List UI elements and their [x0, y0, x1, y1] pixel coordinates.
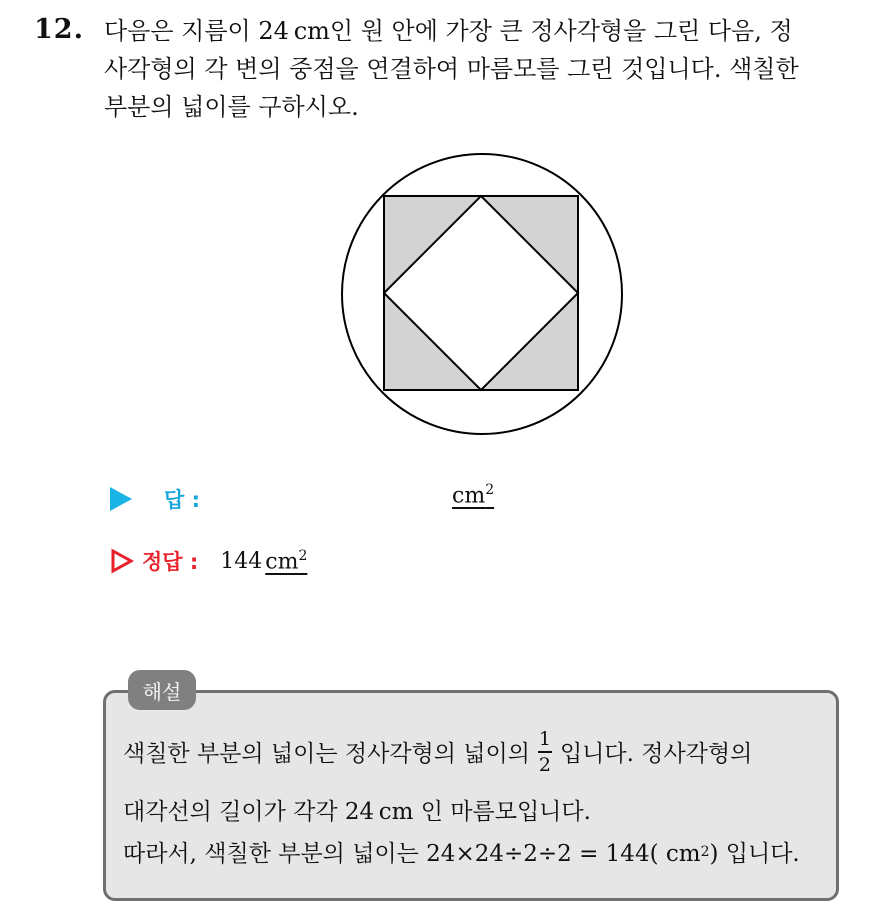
question-line-3: 부분의 넓이를 구하시오.: [104, 93, 359, 121]
explanation-line-3: 따라서, 색칠한 부분의 넓이는 24×24÷2÷2 = 144( cm 2 ) 입니다.: [123, 841, 800, 867]
fraction: $\frac{1}{2}$: [538, 728, 551, 776]
question-line-2: 사각형의 각 변의 중점을 연결하여 마름모를 그린 것입니다. 색칠한: [104, 55, 799, 83]
explanation-line-2: 대각선의 길이가 각각 24 cm 인 마름모입니다.: [123, 799, 591, 825]
answer-blank[interactable]: [452, 482, 494, 508]
answer-label: 답 :: [164, 488, 200, 512]
question-text: [104, 12, 864, 126]
play-triangle-filled-icon: [110, 487, 132, 511]
question-number: 12.: [34, 14, 84, 45]
explanation-line-1: 색칠한 부분의 넓이는 정사각형의 넓이의 $\frac{1}{2}$ 입니다. 정사각형의: [123, 728, 753, 776]
geometry-figure: [340, 152, 624, 436]
correct-unit: $cm^2$: [265, 547, 308, 575]
correct-label: 정답 :: [142, 550, 199, 574]
answer-row: [110, 484, 200, 514]
answer-unit: $cm^2$: [452, 482, 495, 509]
question-line-1: 다음은 지름이 24 cm인 원 안에 가장 큰 정사각형을 그린 다음, 정: [104, 17, 793, 45]
correct-answer-row: [110, 546, 307, 576]
explanation-title: 해설: [128, 670, 196, 710]
correct-value: 144: [220, 548, 263, 574]
play-triangle-outline-icon: [110, 548, 134, 574]
